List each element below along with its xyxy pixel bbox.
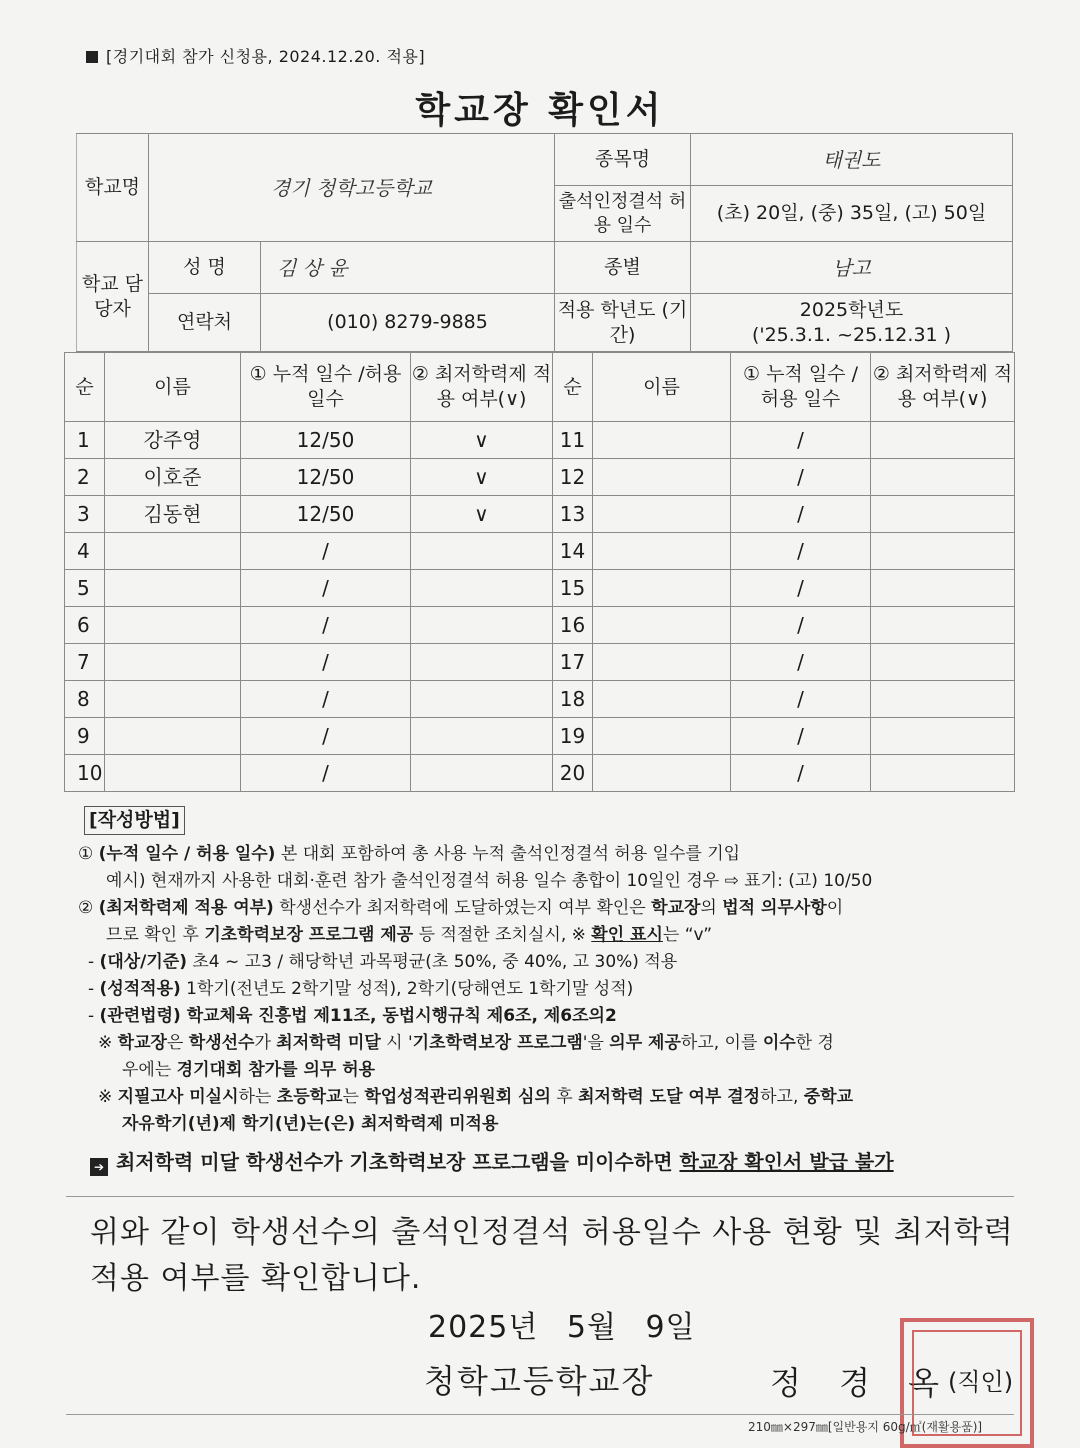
student-no: 9 [65,718,105,755]
student-min-check [411,570,553,607]
student-name [105,533,241,570]
student-min-check [871,533,1015,570]
student-days: / [241,718,411,755]
student-days: / [731,422,871,459]
col-name-header: 이름 [105,353,241,422]
student-min-check [871,681,1015,718]
student-no: 5 [65,570,105,607]
student-min-check [411,644,553,681]
students-table [64,352,1015,792]
table-row [65,496,1015,533]
student-no: 19 [553,718,593,755]
student-name [105,607,241,644]
student-no: 8 [65,681,105,718]
student-days: / [241,533,411,570]
table-row [65,570,1015,607]
final-note: ➔ 최저학력 미달 학생선수가 기초학력보장 프로그램을 미이수하면 학교장 확인서 발급 불가 [90,1146,894,1176]
student-min-check [871,607,1015,644]
student-no: 13 [553,496,593,533]
instruction-note-2-line2: 자유학기(년)제 학기(년)는(은) 최저학력제 미적용 [122,1114,499,1134]
student-min-check: ∨ [411,496,553,533]
school-principal: 청학고등학교장 [424,1362,655,1400]
student-no: 14 [553,533,593,570]
student-name [593,607,731,644]
student-min-check [871,570,1015,607]
student-name: 김동현 [105,496,241,533]
instruction-item-1-example: 예시) 현재까지 사용한 대회·훈련 참가 출석인정결석 허용 일수 총합이 10일인 경우 ⇨ 표기: (고) 10/50 [106,871,873,891]
student-days: 12/50 [241,496,411,533]
instruction-item-1: ① (누적 일수 / 허용 일수) 본 대회 포함하여 총 사용 누적 출석인정결석 허용 일수를 기입 [78,844,741,864]
student-min-check [411,718,553,755]
manager-label: 학교 담당자 [77,242,149,352]
student-no: 7 [65,644,105,681]
student-name [105,681,241,718]
col-no-header: 순 [65,353,105,422]
instruction-item-2: ② (최저학력제 적용 여부) 학생선수가 최저학력에 도달하였는지 여부 확인은 학교장의 법적 의무사항이 [78,898,844,918]
square-bullet-icon [86,51,98,63]
table-row [65,718,1015,755]
student-days: / [241,644,411,681]
student-no: 18 [553,681,593,718]
name-value: 김 상 윤 [261,242,555,294]
student-name [593,755,731,792]
instruction-sub-1: - (대상/기준) 초4 ~ 고3 / 해당학년 과목평균(초 50%, 중 40%, 고 30%) 적용 [88,952,678,972]
student-name [593,459,731,496]
col-days-header: ① 누적 일수 / 허용 일수 [731,353,871,422]
student-days: / [241,607,411,644]
allowed-days-value: (초) 20일, (중) 35일, (고) 50일 [691,186,1013,242]
col-min-header: ② 최저학력제 적용 여부(∨) [411,353,553,422]
year-label: 적용 학년도 (기간) [555,294,691,352]
student-min-check [411,681,553,718]
student-min-check [871,755,1015,792]
student-days: / [731,459,871,496]
info-table [76,133,1013,352]
instruction-item-2-line2: 므로 확인 후 기초학력보장 프로그램 제공 등 적절한 조치실시, ※ 확인 표시는 “v” [106,925,713,945]
student-no: 12 [553,459,593,496]
category-value: 남고 [691,242,1013,294]
student-name [593,422,731,459]
document-title: 학교장 확인서 [415,90,665,131]
table-header-row [65,353,1015,422]
instructions-title: [작성방법] [84,806,185,835]
student-name [593,496,731,533]
student-no: 15 [553,570,593,607]
table-row [65,681,1015,718]
student-days: / [731,533,871,570]
table-row [65,422,1015,459]
student-name [105,718,241,755]
name-label: 성 명 [149,242,261,294]
instruction-sub-3: - (관련법령) 학교체육 진흥법 제11조, 동법시행규칙 제6조, 제6조의2 [88,1006,617,1026]
student-days: / [731,681,871,718]
category-label: 종별 [555,242,691,294]
instructions [78,806,1028,1138]
confirmation-date: 2025년 5월 9일 [428,1310,696,1345]
student-name [105,755,241,792]
student-name [593,718,731,755]
student-min-check [871,496,1015,533]
sport-value: 태권도 [691,134,1013,186]
student-days: / [241,681,411,718]
student-name: 강주영 [105,422,241,459]
student-name [593,570,731,607]
student-days: / [731,607,871,644]
student-min-check [871,459,1015,496]
bottom-divider [66,1414,1014,1415]
student-name [593,644,731,681]
student-days: 12/50 [241,459,411,496]
student-name [593,681,731,718]
student-days: / [731,496,871,533]
student-no: 1 [65,422,105,459]
table-row [65,644,1015,681]
principal-name: 정 경 옥 [770,1364,954,1402]
table-row [65,459,1015,496]
student-no: 2 [65,459,105,496]
table-row [65,607,1015,644]
student-min-check [411,755,553,792]
col-no-header: 순 [553,353,593,422]
student-days: 12/50 [241,422,411,459]
student-min-check [411,533,553,570]
student-min-check [871,644,1015,681]
student-name: 이호준 [105,459,241,496]
instruction-note-2: ※ 지필고사 미실시하는 초등학교는 학업성적관리위원회 심의 후 최저학력 도달 여부 결정하고, 중학교 [98,1087,854,1107]
student-days: / [731,644,871,681]
student-days: / [731,570,871,607]
table-row [65,533,1015,570]
student-no: 17 [553,644,593,681]
student-days: / [731,755,871,792]
confirmation-text: 위와 같이 학생선수의 출석인정결석 허용일수 사용 현황 및 최저학력 적용 여부를 확인합니다. [90,1215,1014,1296]
student-min-check: ∨ [411,422,553,459]
allowed-days-label: 출석인정결석 허용 일수 [555,186,691,242]
student-min-check [871,718,1015,755]
col-name-header: 이름 [593,353,731,422]
sport-label: 종목명 [555,134,691,186]
student-name [105,570,241,607]
student-rows [65,422,1015,792]
student-no: 3 [65,496,105,533]
contact-value: (010) 8279-9885 [261,294,555,352]
student-min-check [871,422,1015,459]
student-no: 11 [553,422,593,459]
student-no: 16 [553,607,593,644]
col-days-header: ① 누적 일수 /허용 일수 [241,353,411,422]
student-days: / [241,755,411,792]
instruction-sub-2: - (성적적용) 1학기(전년도 2학기말 성적), 2학기(당해연도 1학기말 성적) [88,979,634,999]
instruction-note-1: ※ 학교장은 학생선수가 최저학력 미달 시 '기초학력보장 프로그램'을 의무 제공하고, 이를 이수한 경 [98,1033,834,1053]
paper-spec-footer: 210㎜×297㎜[일반용지 60g/㎡(재활용품)] [748,1420,983,1434]
divider [66,1196,1014,1197]
school-label: 학교명 [77,134,149,242]
table-row [65,755,1015,792]
seal-label: (직인) [948,1368,1014,1396]
year-value: 2025학년도 [799,298,904,321]
col-min-header: ② 최저학력제 적용 여부(∨) [871,353,1015,422]
student-days: / [731,718,871,755]
student-min-check: ∨ [411,459,553,496]
arrow-box-icon: ➔ [90,1158,108,1176]
year-cell [691,294,1013,352]
student-name [593,533,731,570]
student-no: 6 [65,607,105,644]
student-no: 4 [65,533,105,570]
student-min-check [411,607,553,644]
student-name [105,644,241,681]
school-value: 경기 청학고등학교 [149,134,555,242]
student-no: 10 [65,755,105,792]
contact-label: 연락처 [149,294,261,352]
header-note: [경기대회 참가 신청용, 2024.12.20. 적용] [86,44,425,67]
instruction-note-1-line2: 우에는 경기대회 참가를 의무 허용 [122,1060,376,1080]
student-days: / [241,570,411,607]
student-no: 20 [553,755,593,792]
period-value: ('25.3.1. ~25.12.31 ) [751,323,952,346]
